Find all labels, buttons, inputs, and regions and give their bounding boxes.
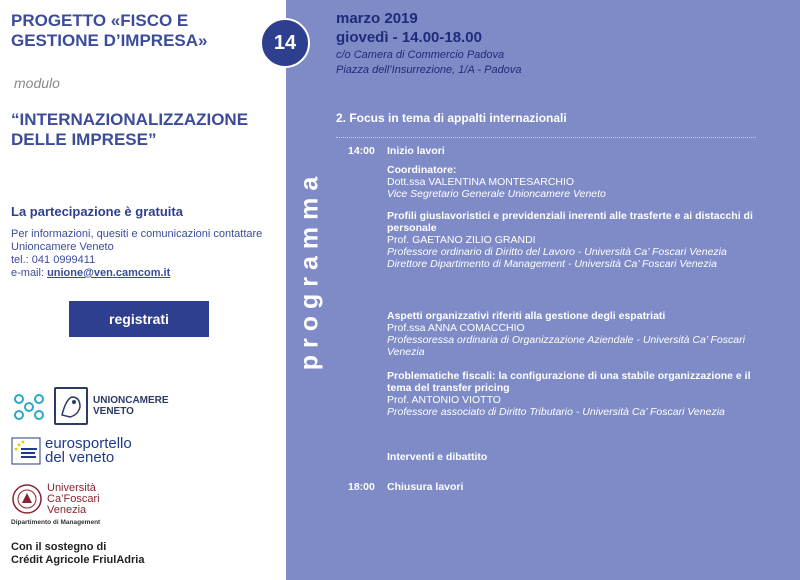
email-label: e-mail: <box>11 267 48 279</box>
ca-foscari-logo <box>11 483 211 525</box>
event-day-time: giovedì - 14.00-18.00 <box>336 29 482 46</box>
speaker-role: Vice Segretario Generale Unioncamere Veneto <box>387 188 606 200</box>
schedule-title: Aspetti organizzativi riferiti alla gestione degli espatriati <box>387 310 666 322</box>
register-button[interactable]: registrati <box>69 301 209 337</box>
speaker-name: Dott.ssa VALENTINA MONTESARCHIO <box>387 176 575 188</box>
schedule-title: Problematiche fiscali: la configurazione di una stabile organizzazione e il tema del transfer pricing <box>387 370 751 394</box>
focus-title: 2. Focus in tema di appalti internazionali <box>336 111 567 125</box>
speaker-name: Prof.ssa ANNA COMACCHIO <box>387 322 525 334</box>
unioncamere-swirl-icon <box>11 391 47 423</box>
email-link[interactable]: unione@ven.camcom.it <box>47 267 171 279</box>
schedule-title: Profili giuslavoristici e previdenziali inerenti alle trasferte e ai distacchi di personale <box>387 210 753 234</box>
program-panel <box>286 0 800 580</box>
eurosportello-logo <box>11 437 211 469</box>
speaker-role: Professore associato di Diritto Tributario - Università Ca’ Foscari Venezia <box>387 406 725 418</box>
schedule-title: Chiusura lavori <box>387 481 464 493</box>
eurosportello-text: eurosportello del veneto <box>45 435 132 466</box>
left-panel <box>0 0 286 580</box>
contact-info <box>11 228 276 280</box>
speaker-role: Professoressa ordinaria di Organizzazione Aziendale - Università Ca’ Foscari Venezia <box>387 334 745 358</box>
event-month: marzo 2019 <box>336 10 418 27</box>
event-address: Piazza dell’Insurrezione, 1/A - Padova <box>336 64 522 76</box>
unioncamere-text: UNIONCAMERE VENETO <box>93 395 169 417</box>
day-number-badge: 14 <box>260 18 310 68</box>
contact-info-text: Per informazioni, quesiti e comunicazioni contattare Unioncamere Veneto <box>11 228 263 253</box>
schedule-time: 14:00 <box>348 145 375 157</box>
schedule-time: 18:00 <box>348 481 375 493</box>
ca-foscari-text: Università Ca’Foscari Venezia <box>47 482 100 516</box>
speaker-role: Direttore Dipartimento di Management - Università Ca’ Foscari Venezia <box>387 258 717 270</box>
lion-seal-icon <box>54 387 88 425</box>
modulo-label: modulo <box>14 75 60 91</box>
event-venue: c/o Camera di Commercio Padova <box>336 49 505 61</box>
schedule-title: Coordinatore: <box>387 164 457 176</box>
schedule-title: Interventi e dibattito <box>387 451 488 463</box>
speaker-name: Prof. ANTONIO VIOTTO <box>387 394 501 406</box>
section-divider <box>336 137 756 138</box>
contact-phone: tel.: 041 0999411 <box>11 254 96 266</box>
speaker-role: Professore ordinario di Diritto del Lavoro - Università Ca’ Foscari Venezia <box>387 246 727 258</box>
schedule-title: Inizio lavori <box>387 145 445 157</box>
ca-foscari-seal-icon <box>11 483 47 519</box>
sponsor-text: Con il sostegno di Crédit Agricole FriulAdria <box>11 541 145 566</box>
module-title: “INTERNAZIONALIZZAZIONE DELLE IMPRESE” <box>11 110 249 149</box>
free-participation-text: La partecipazione è gratuita <box>11 204 183 219</box>
enterprise-europe-network-icon <box>11 437 41 465</box>
speaker-name: Prof. GAETANO ZILIO GRANDI <box>387 234 536 246</box>
unioncamere-logo <box>11 387 211 427</box>
project-title: PROGETTO «FISCO E GESTIONE D’IMPRESA» <box>11 11 208 50</box>
vertical-program-label: programma <box>295 169 324 371</box>
contact-email-row <box>11 267 276 280</box>
department-label: Dipartimento di Management <box>11 519 101 526</box>
